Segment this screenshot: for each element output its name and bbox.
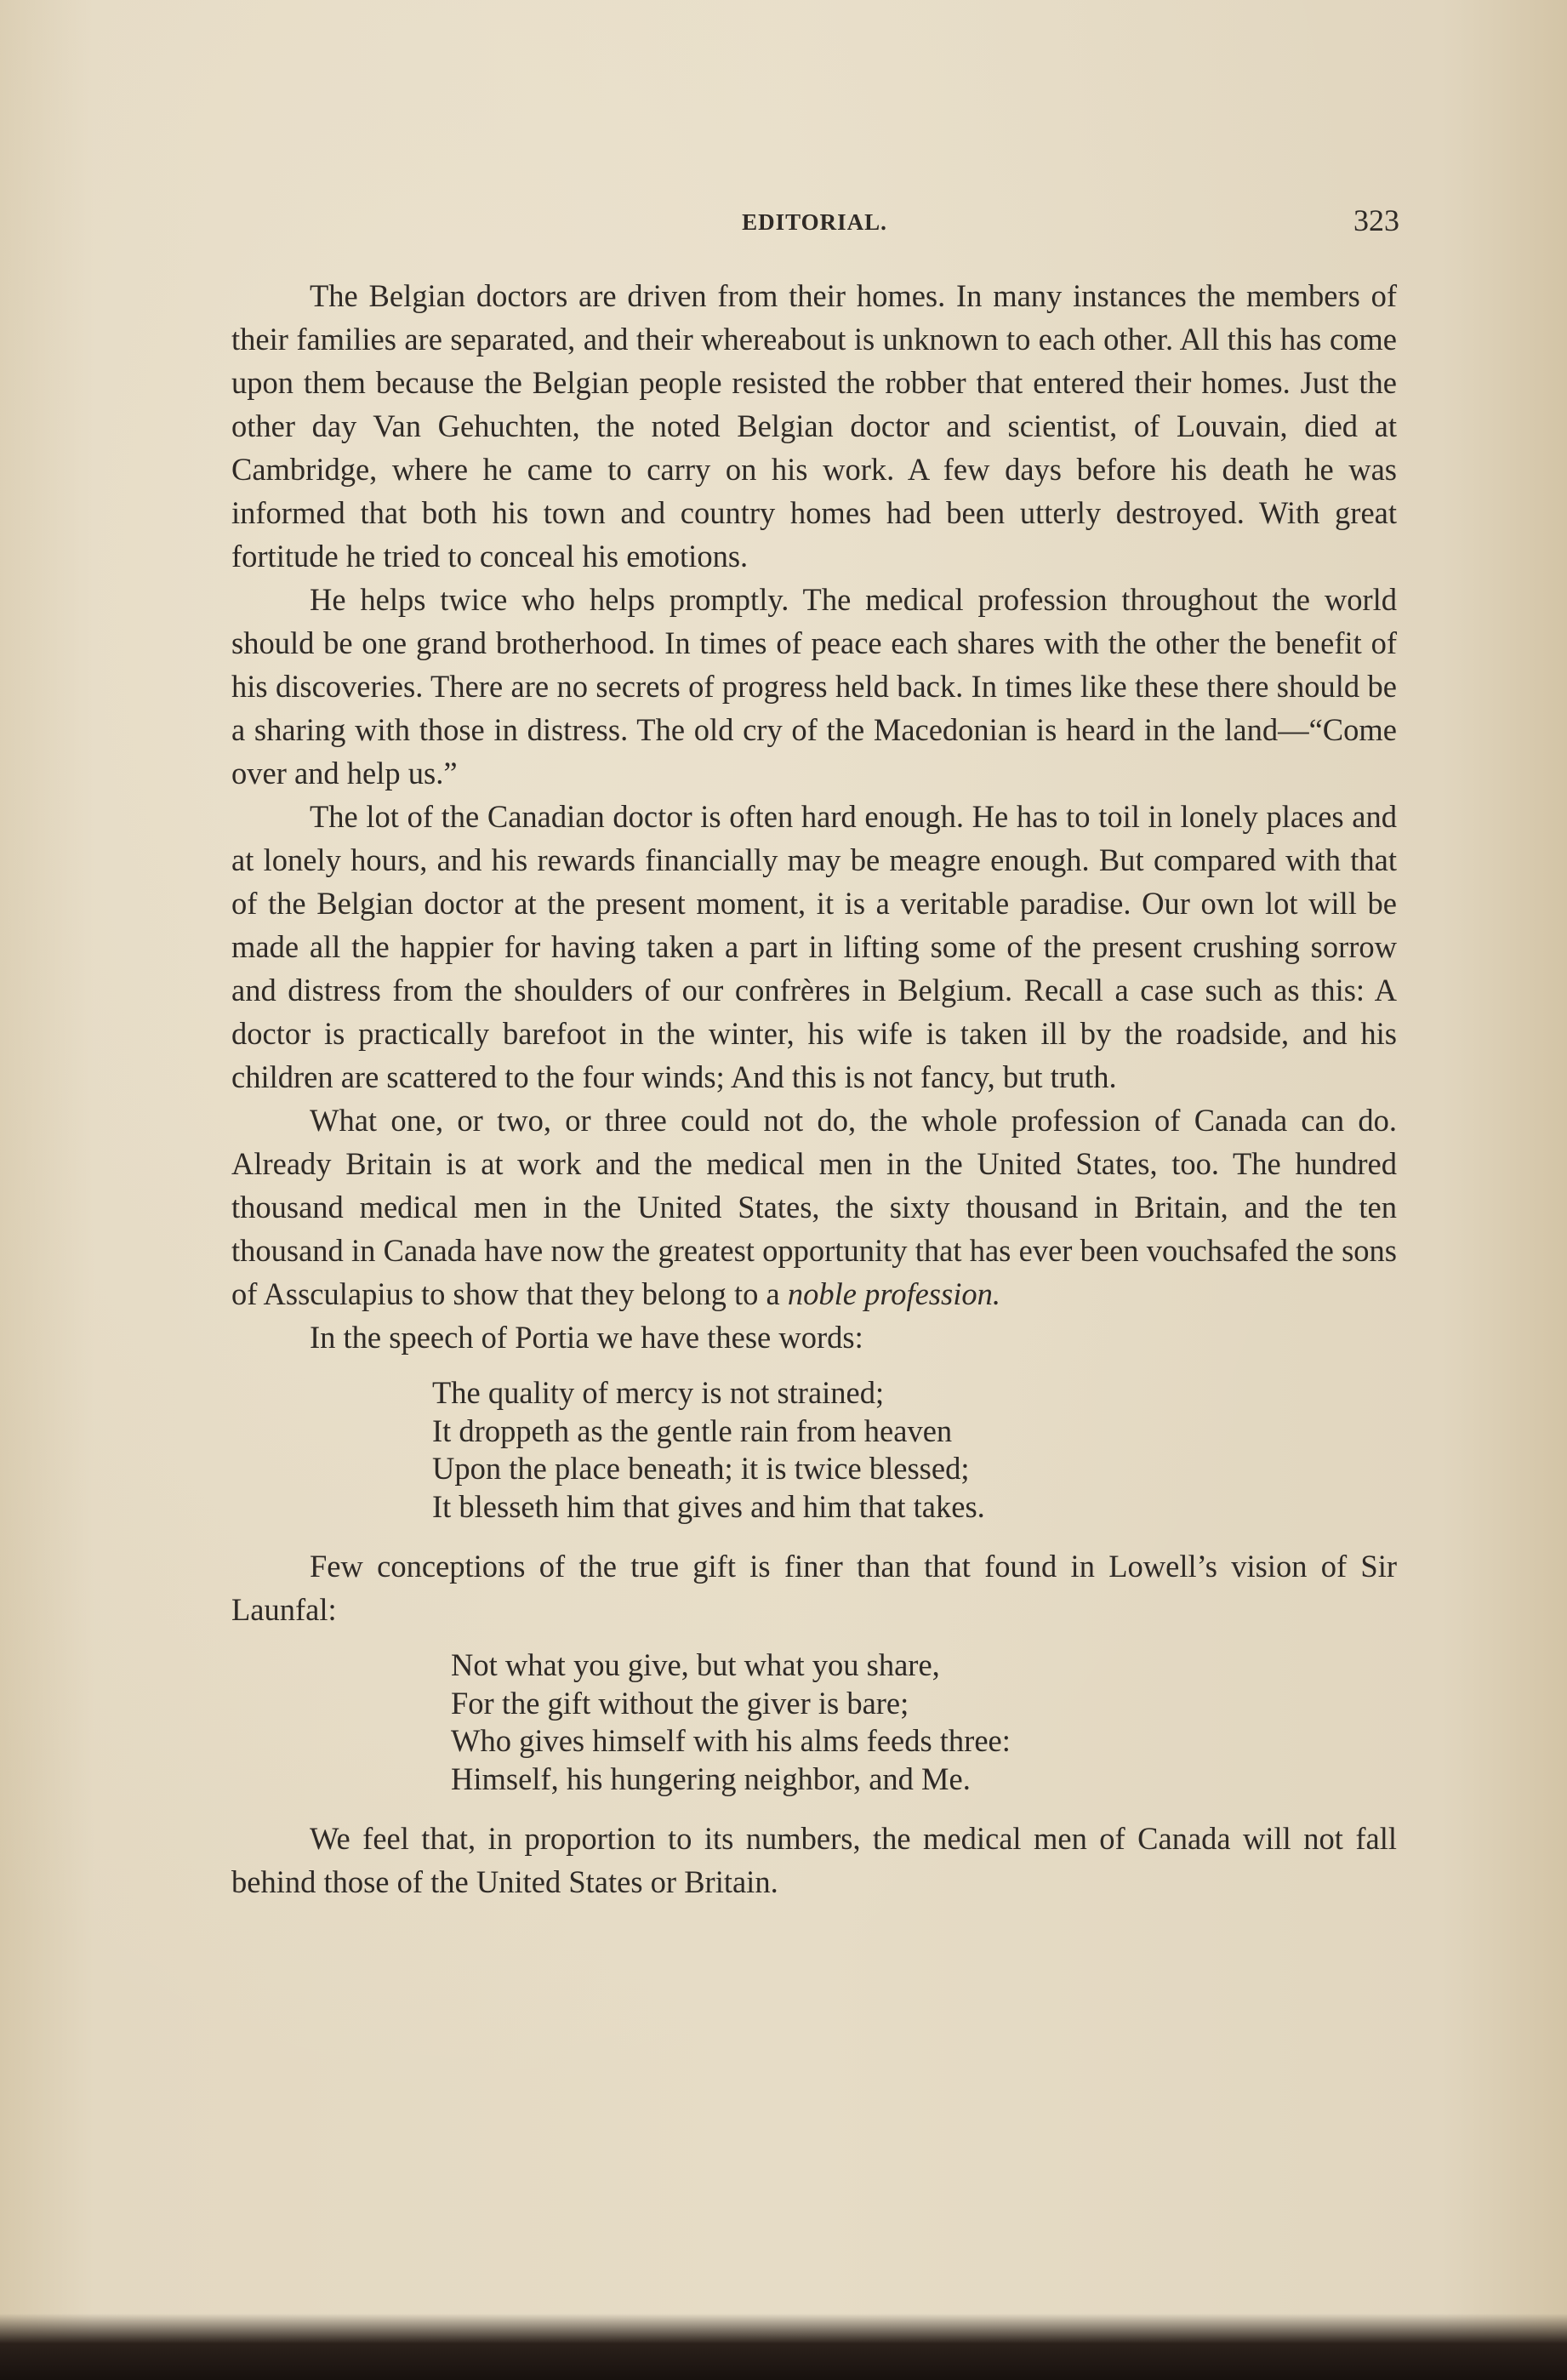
editorial-body <box>231 274 1397 1903</box>
paragraph-conclusion: We feel that, in proportion to its numbers, the medical men of Canada will not fall behind those of the United States or Britain. <box>231 1821 1397 1899</box>
poem-line: Upon the place beneath; it is twice blessed; <box>432 1451 970 1486</box>
page-bottom-shadow <box>0 2314 1567 2380</box>
poem-line: Himself, his hungering neighbor, and Me. <box>451 1761 971 1796</box>
paragraph-helps-twice: He helps twice who helps promptly. The medical profession throughout the world should be one grand brotherhood. In times of peace each shares with the other the benefit of his discoveries. There are no secrets of progress held back. In times like these there should be a sharing with those in distress. The old cry of the Macedonian is heard in the land—“Come over and help us.” <box>231 582 1397 790</box>
running-head: EDITORIAL. <box>742 209 887 235</box>
paragraph-canadian-doctor: The lot of the Canadian doctor is often hard enough. He has to toil in lonely places and at lonely hours, and his rewards financially may be meagre enough. But compared with that of the Belgian doctor at the present moment, it is a veritable paradise. Our own lot will be made all the happier for having taken a part in lifting some of the present crushing sorrow and distress from the shoulders of our confrères in Belgium. Recall a case such as this: A doctor is practically barefoot in the winter, his wife is taken ill by the roadside, and his children are scattered to the four winds; And this is not fancy, but truth. <box>231 799 1397 1094</box>
poem-line: It blesseth him that gives and him that takes. <box>432 1488 985 1524</box>
poem-line: The quality of mercy is not strained; <box>432 1375 885 1410</box>
page-header <box>230 203 1399 245</box>
launfal-quotation <box>231 1647 1397 1798</box>
paragraph-lowell-intro: Few conceptions of the true gift is finer than that found in Lowell’s vision of Sir Launfal: <box>231 1549 1397 1627</box>
paragraph-belgian-doctors: The Belgian doctors are driven from their homes. In many instances the members of their families are separated, and their whereabout is unknown to each other. All this has come upon them because the Belgian people resisted the robber that entered their homes. Just the other day Van Gehuchten, the noted Belgian doctor and scientist, of Louvain, died at Cambridge, where he came to carry on his work. A few days before his death he was informed that both his town and country homes had been utterly destroyed. With great fortitude he tried to conceal his emotions. <box>231 278 1397 574</box>
poem-line: Not what you give, but what you share, <box>451 1647 940 1682</box>
portia-quotation <box>231 1374 1397 1526</box>
poem-line: For the gift without the giver is bare; <box>451 1685 909 1721</box>
noble-profession-emphasis: noble profession. <box>787 1276 1000 1311</box>
paragraph-portia-intro: In the speech of Portia we have these words: <box>310 1320 863 1355</box>
paragraph-whole-profession <box>231 1099 1397 1316</box>
paragraph-whole-profession-text: What one, or two, or three could not do, the whole profession of Canada can do. Already Britain is at work and the medical men in the United States, too. The hundred thousand medical men in the United States, the sixty thousand in Britain, and the ten thousand in Canada have now the greatest opportunity that has ever been vouchsafed the sons of Assculapius to show that they belong to a <box>231 1103 1397 1311</box>
poem-line: It droppeth as the gentle rain from heaven <box>432 1413 953 1448</box>
page-number: 323 <box>1353 203 1399 237</box>
poem-line: Who gives himself with his alms feeds three: <box>451 1723 1011 1758</box>
